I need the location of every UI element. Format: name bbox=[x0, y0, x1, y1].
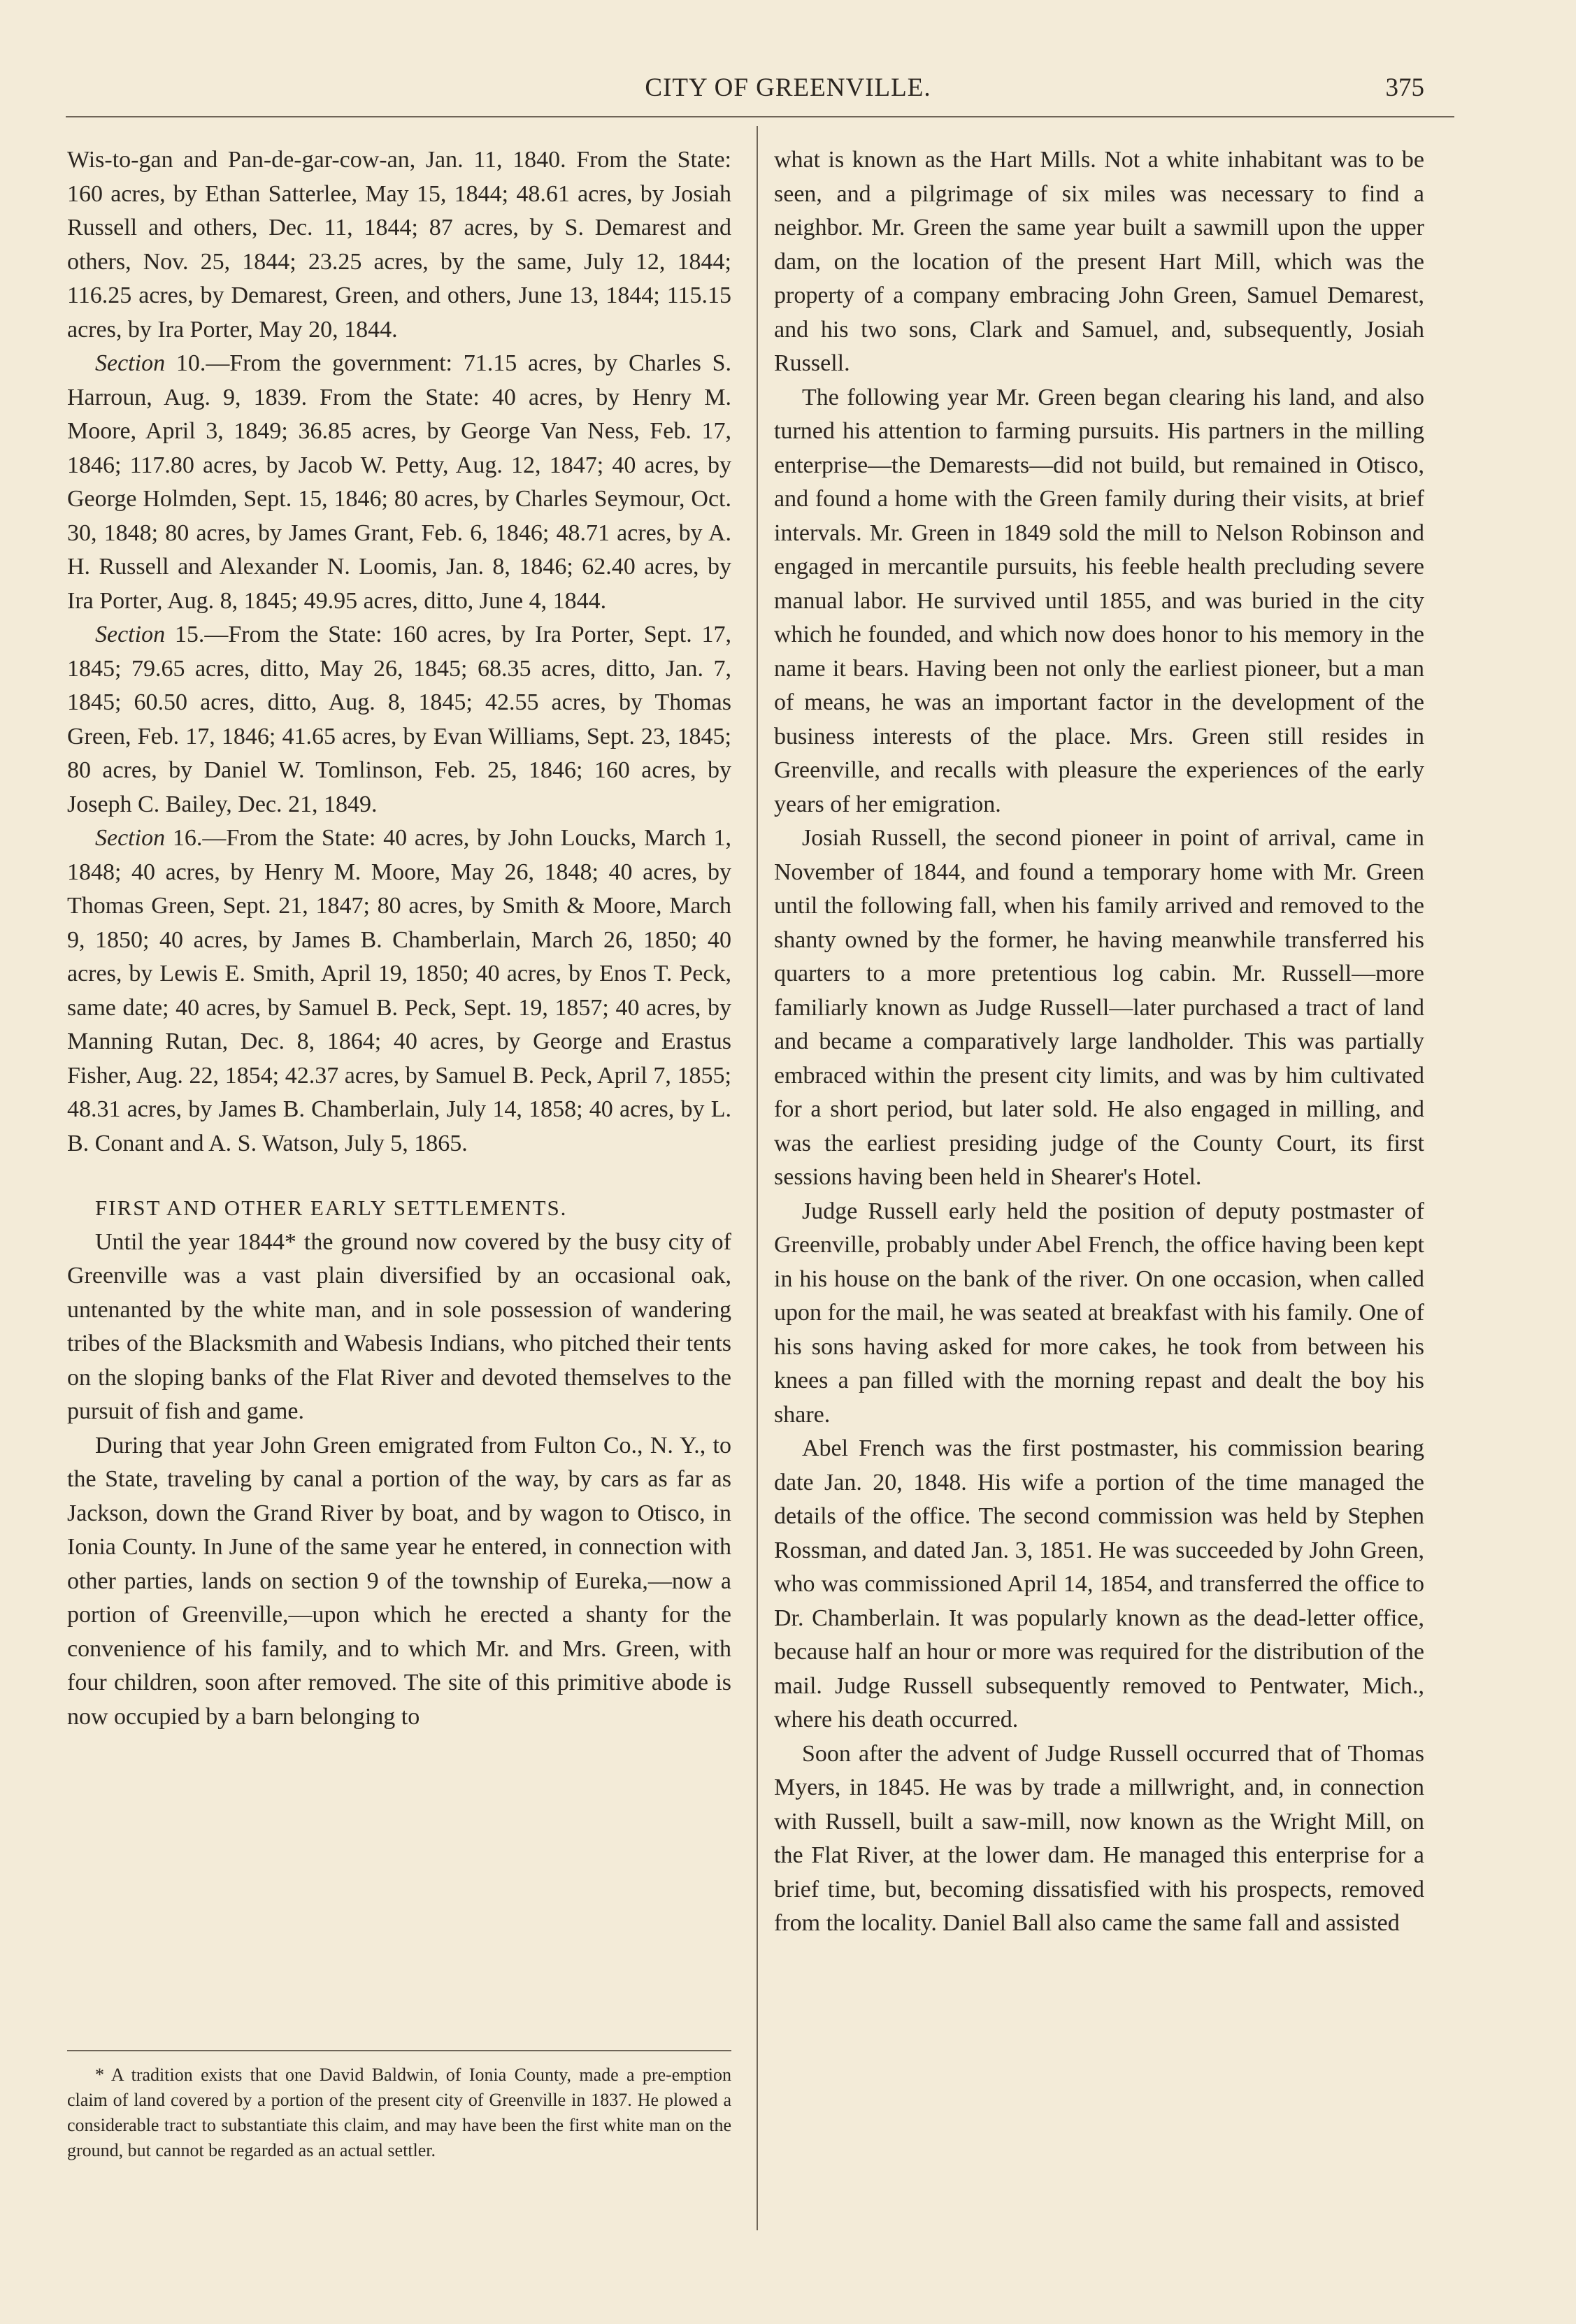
footnote-rule bbox=[67, 2050, 731, 2051]
section-label: Section bbox=[95, 350, 166, 376]
paragraph-until-1844: Until the year 1844* the ground now covered by the busy city of Greenville was a vast plain diversified by an occasional oak, untenanted by the white man, and in sole possession of wandering tribes of the Blacksmith and Wabesis Indians, who pitched their tents on the sloping banks of the Flat River and devoted themselves to the pursuit of fish and game. bbox=[67, 1228, 731, 1424]
section-label: Section bbox=[95, 622, 166, 647]
column-divider bbox=[757, 126, 758, 2230]
paragraph-thomas-myers: Soon after the advent of Judge Russell occurred that of Thomas Myers, in 1845. He was by trade a millwright, and, in connection with Russell, built a saw-mill, now known as the Wright Mill, on the Flat River, at the lower dam. He managed this enterprise for a brief time, but, becoming dissatisfied with his prospects, removed from the locality. Daniel Ball also came the same fall and assisted bbox=[774, 1740, 1424, 1936]
paragraph-section9-continued: Wis-to-gan and Pan-de-gar-cow-an, Jan. 11, 1840. From the State: 160 acres, by Ethan Satterlee, May 15, 1844; 48.61 acres, by Josiah Russell and others, Dec. 11, 1844; 87 acres, by S. Demarest and others, Nov. 25, 1844; 23.25 acres, by the same, July 12, 1844; 116.25 acres, by Demarest, Green, and others, June 13, 1844; 115.15 acres, by Ira Porter, May 20, 1844. bbox=[67, 147, 731, 343]
paragraph-section15: Section 15.—From the State: 160 acres, by Ira Porter, Sept. 17, 1845; 79.65 acres, ditto, May 26, 1845; 68.35 acres, ditto, Jan. 7, 1845; 60.50 acres, ditto, Aug. 8, 1845; 42.55 acres, by Thomas Green, Feb. 17, 1846; 41.65 acres, by Evan Williams, Sept. 23, 1845; 80 acres, by Daniel W. Tomlinson, Feb. 25, 1846; 160 acres, by Joseph C. Bailey, Dec. 21, 1849. bbox=[67, 622, 731, 817]
page-number: 375 bbox=[1385, 73, 1424, 102]
left-column bbox=[67, 143, 731, 1734]
section-label: Section bbox=[95, 825, 166, 851]
paragraph-hart-mills: what is known as the Hart Mills. Not a white inhabitant was to be seen, and a pilgrimage of six miles was necessary to find a neighbor. Mr. Green the same year built a sawmill upon the upper dam, on the location of the present Hart Mill, which was the property of a company embracing John Green, Samuel Demarest, and his two sons, Clark and Samuel, and, subsequently, Josiah Russell. bbox=[774, 147, 1424, 376]
section-heading: FIRST AND OTHER EARLY SETTLEMENTS. bbox=[95, 1196, 568, 1220]
footnote: * A tradition exists that one David Baldwin, of Ionia County, made a pre-emption claim of land covered by a portion of the present city of Greenville in 1837. He plowed a considerable tract to substantiate this claim, and may have been the first white man on the ground, but cannot be regarded as an actual settler. bbox=[67, 2065, 731, 2160]
right-column bbox=[774, 143, 1424, 1941]
paragraph-deputy-postmaster: Judge Russell early held the position of deputy postmaster of Greenville, probably under Abel French, the office having been kept in his house on the bank of the river. On one occasion, when called upon for the mail, he was seated at breakfast with his family. One of his sons having asked for more cakes, he took from between his knees a pan filled with the morning repast and dealt the boy his share. bbox=[774, 1198, 1424, 1428]
paragraph-section16: Section 16.—From the State: 40 acres, by John Loucks, March 1, 1848; 40 acres, by Henry M. Moore, May 26, 1848; 40 acres, by Thomas Green, Sept. 21, 1847; 80 acres, by Smith & Moore, March 9, 1850; 40 acres, by James B. Chamberlain, March 26, 1850; 40 acres, by Lewis E. Smith, April 19, 1850; 40 acres, by Enos T. Peck, same date; 40 acres, by Samuel B. Peck, Sept. 19, 1857; 40 acres, by Manning Rutan, Dec. 8, 1864; 40 acres, by George and Erastus Fisher, Aug. 22, 1854; 42.37 acres, by Samuel B. Peck, April 7, 1855; 48.31 acres, by James B. Chamberlain, July 14, 1858; 40 acres, by L. B. Conant and A. S. Watson, July 5, 1865. bbox=[67, 825, 731, 1156]
running-head-title: CITY OF GREENVILLE. bbox=[645, 73, 931, 102]
paragraph-abel-french: Abel French was the first postmaster, his commission bearing date Jan. 20, 1848. His wife a portion of the time managed the details of the office. The second commission was held by Stephen Rossman, and dated Jan. 3, 1851. He was succeeded by John Green, who was commissioned April 14, 1854, and transferred the office to Dr. Chamberlain. It was popularly known as the dead-letter office, because half an hour or more was required for the distribution of the mail. Judge Russell subsequently removed to Pentwater, Mich., where his death occurred. bbox=[774, 1435, 1424, 1733]
paragraph-josiah-russell: Josiah Russell, the second pioneer in point of arrival, came in November of 1844, and found a temporary home with Mr. Green until the following fall, when his family arrived and removed to the shanty owned by the former, he having meanwhile transferred his quarters to a more pretentious log cabin. Mr. Russell—more familiarly known as Judge Russell—later purchased a tract of land and became a comparatively large landholder. This was partially embraced within the present city limits, and was by him cultivated for a short period, but later sold. He also engaged in milling, and was the earliest presiding judge of the County Court, its first sessions having been held in Shearer's Hotel. bbox=[774, 825, 1424, 1190]
paragraph-section10: Section 10.—From the government: 71.15 acres, by Charles S. Harroun, Aug. 9, 1839. From the State: 40 acres, by Henry M. Moore, April 3, 1849; 36.85 acres, by George Van Ness, Feb. 17, 1846; 117.80 acres, by Jacob W. Petty, Aug. 12, 1847; 40 acres, by George Holmden, Sept. 15, 1846; 80 acres, by Charles Seymour, Oct. 30, 1848; 80 acres, by James Grant, Feb. 6, 1846; 48.71 acres, by A. H. Russell and Alexander N. Loomis, Jan. 8, 1846; 62.40 acres, by Ira Porter, Aug. 8, 1845; 49.95 acres, ditto, June 4, 1844. bbox=[67, 350, 731, 614]
paragraph-john-green: During that year John Green emigrated from Fulton Co., N. Y., to the State, traveling by canal a portion of the way, by cars as far as Jackson, down the Grand River by boat, and by wagon to Otisco, in Ionia County. In June of the same year he entered, in connection with other parties, lands on section 9 of the township of Eureka,—now a portion of Greenville,—upon which he erected a shanty for the convenience of his family, and to which Mr. and Mrs. Green, with four children, soon after removed. The site of this primitive abode is now occupied by a barn belonging to bbox=[67, 1432, 731, 1730]
paragraph-green-farming: The following year Mr. Green began clearing his land, and also turned his attention to farming pursuits. His partners in the milling enterprise—the Demarests—did not build, but remained in Otisco, and found a home with the Green family during their visits, at brief intervals. Mr. Green in 1849 sold the mill to Nelson Robinson and engaged in mercantile pursuits, his feeble health precluding severe manual labor. He survived until 1855, and was buried in the city which he founded, and which now does honor to his memory in the name it bears. Having been not only the earliest pioneer, but a man of means, he was an important factor in the development of the business interests of the place. Mrs. Green still resides in Greenville, and recalls with pleasure the experiences of the early years of her emigration. bbox=[774, 384, 1424, 817]
header-rule bbox=[66, 116, 1454, 117]
